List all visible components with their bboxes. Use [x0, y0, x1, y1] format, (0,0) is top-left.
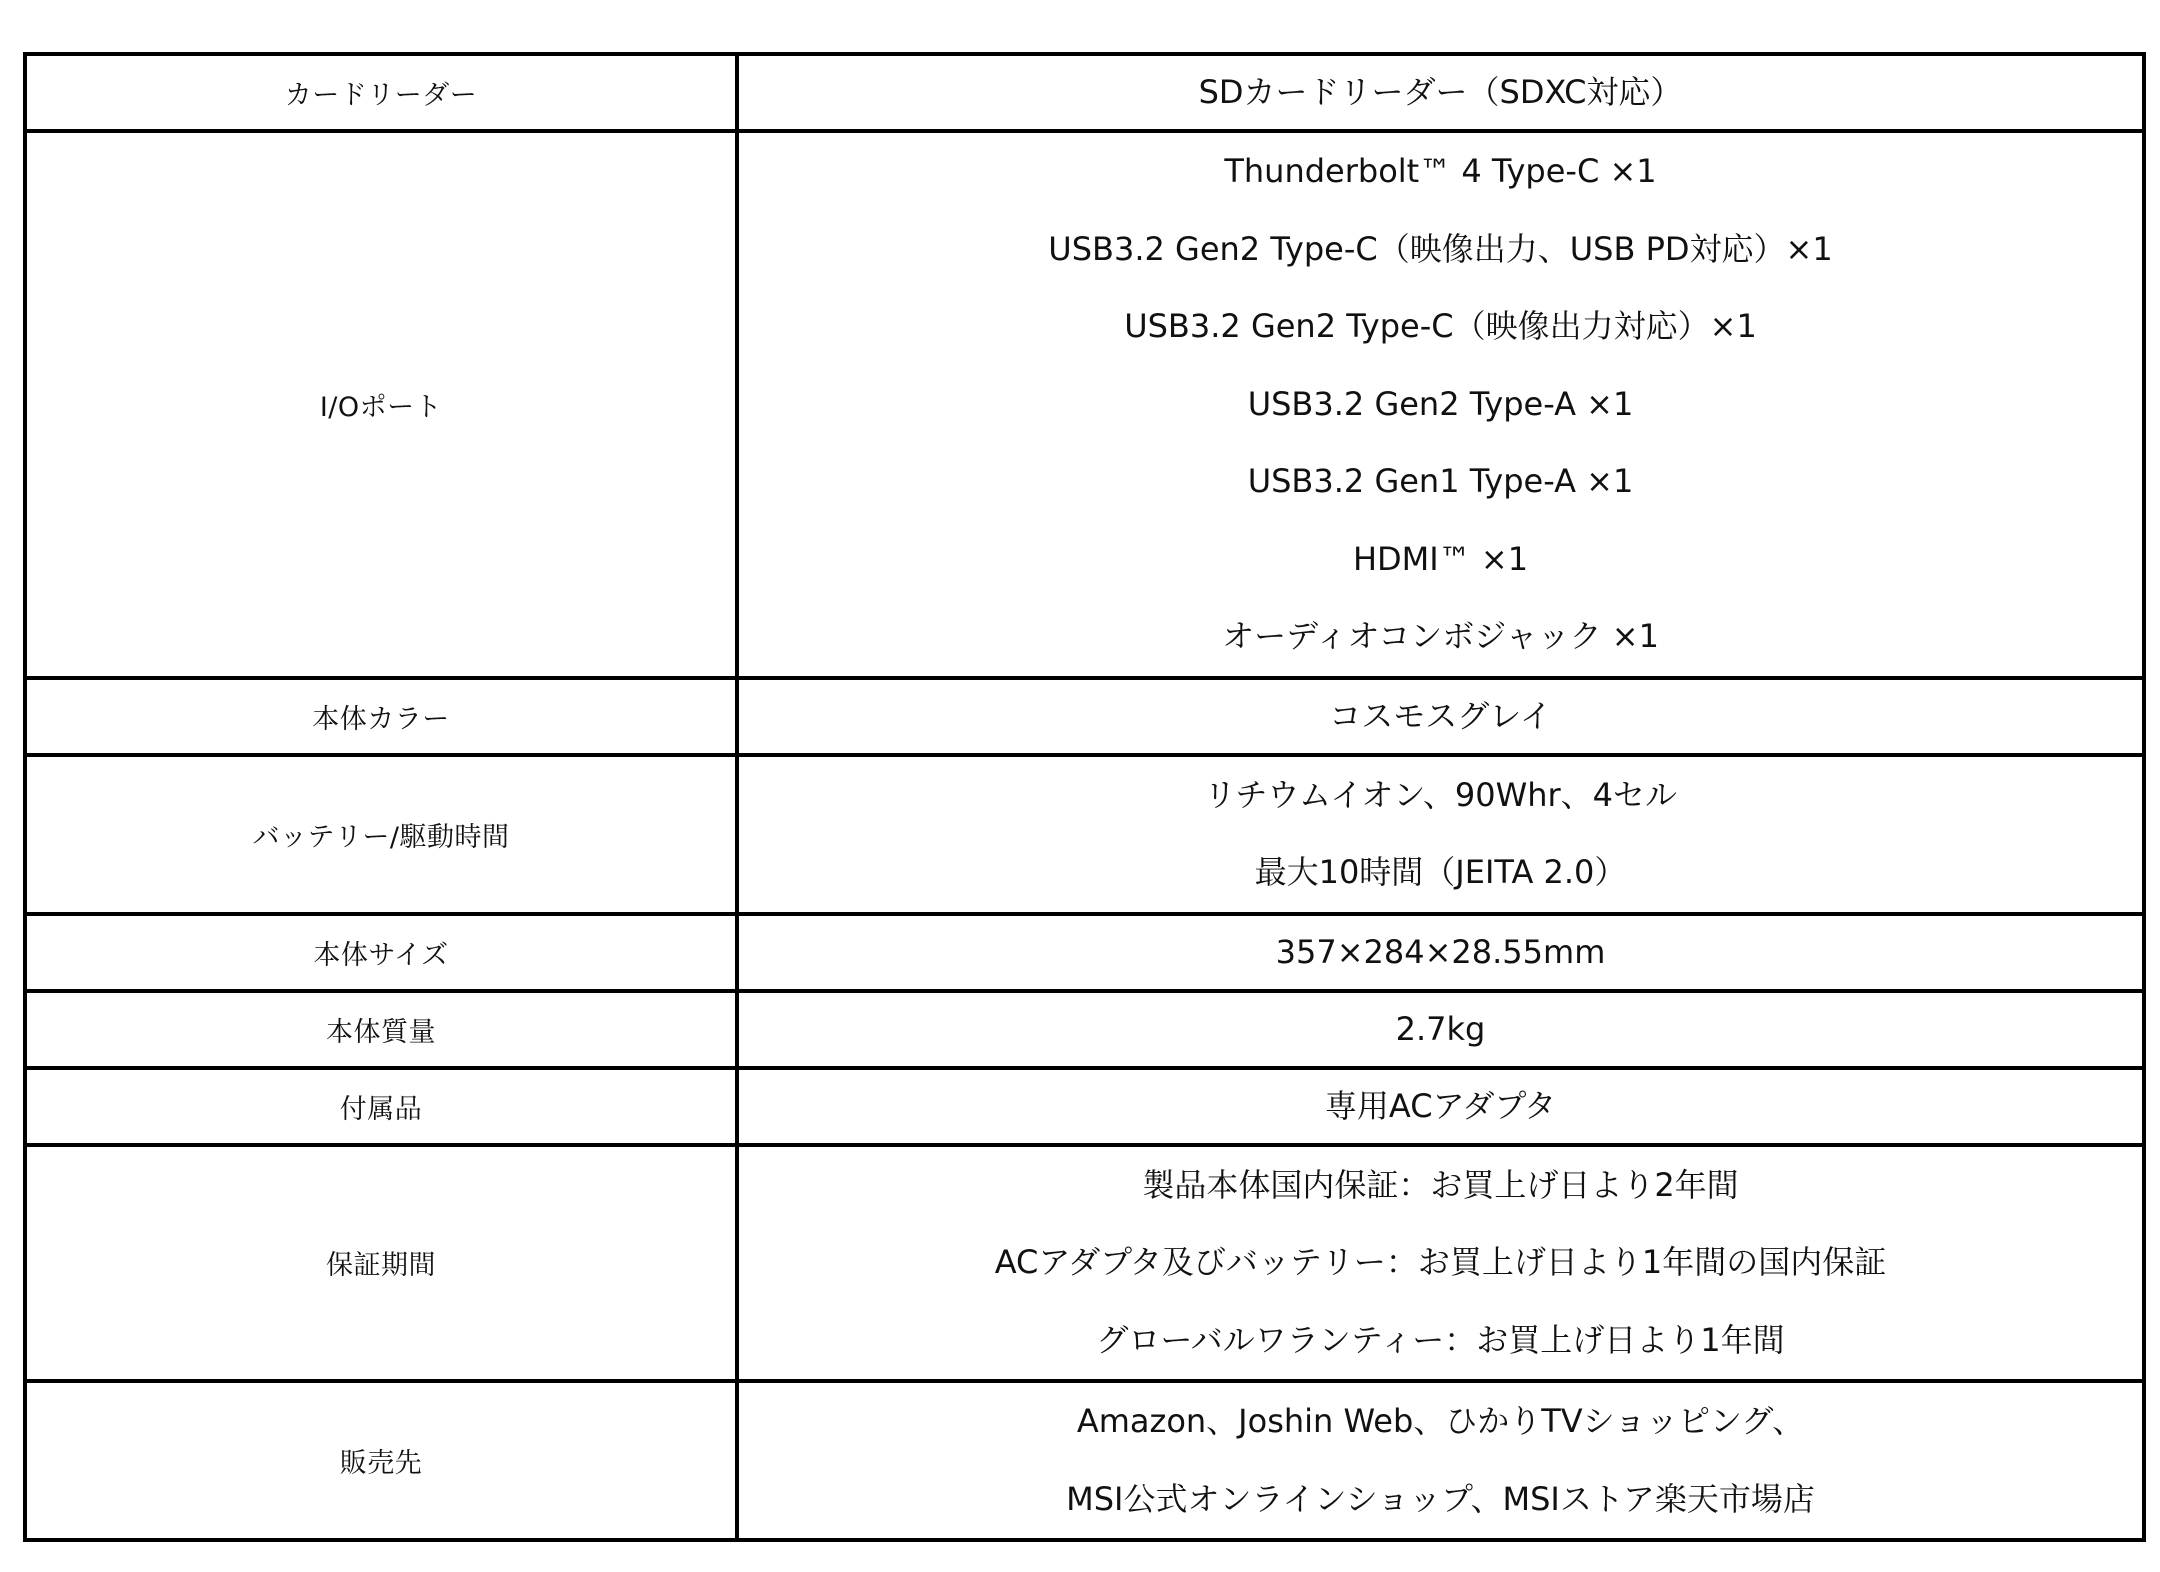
spec-label-weight: 本体質量: [25, 991, 737, 1068]
spec-value-io-ports: [737, 131, 2144, 678]
spec-value-line: USB3.2 Gen1 Type-A ×1: [1247, 462, 1634, 500]
spec-label-body-size: 本体サイズ: [25, 914, 737, 991]
table-row: [25, 54, 2144, 131]
spec-table: [23, 52, 2146, 1542]
spec-value-line: 専用ACアダプタ: [1324, 1086, 1557, 1125]
spec-value-line: USB3.2 Gen2 Type-C（映像出力対応）×1: [1124, 307, 1757, 345]
table-row: [25, 991, 2144, 1068]
spec-label-battery: バッテリー/駆動時間: [25, 755, 737, 914]
table-row: [25, 1145, 2144, 1382]
spec-value-line: USB3.2 Gen2 Type-C（映像出力、USB PD対応）×1: [1048, 229, 1833, 268]
spec-value-line: グローバルワランティー：お買上げ日より1年間: [1096, 1320, 1785, 1359]
spec-label-io-ports: I/Oポート: [25, 131, 737, 678]
spec-value-line: SDカードリーダー（SDXC対応）: [1198, 73, 1683, 111]
spec-value-line: 2.7kg: [1395, 1009, 1486, 1048]
spec-value-line: Amazon、Joshin Web、ひかりTVショッピング、: [1076, 1402, 1805, 1440]
spec-value-warranty: [737, 1145, 2144, 1382]
table-row: [25, 914, 2144, 991]
spec-value-battery: [737, 755, 2144, 914]
table-row: [25, 678, 2144, 755]
spec-value-line: ACアダプタ及びバッテリー：お買上げ日より1年間の国内保証: [994, 1243, 1887, 1281]
spec-value-body-size: [737, 914, 2144, 991]
spec-value-line: Thunderbolt™ 4 Type-C ×1: [1224, 152, 1657, 190]
spec-value-card-reader: [737, 54, 2144, 131]
table-row: [25, 1068, 2144, 1145]
spec-value-line: 最大10時間（JEITA 2.0）: [1254, 853, 1627, 891]
spec-value-line: 357×284×28.55mm: [1275, 932, 1606, 971]
spec-label-warranty: 保証期間: [25, 1145, 737, 1382]
spec-value-accessories: [737, 1068, 2144, 1145]
spec-value-weight: [737, 991, 2144, 1068]
table-row: [25, 755, 2144, 914]
spec-value-line: HDMI™ ×1: [1352, 539, 1529, 578]
spec-value-body-color: [737, 678, 2144, 755]
spec-label-accessories: 付属品: [25, 1068, 737, 1145]
spec-label-body-color: 本体カラー: [25, 678, 737, 755]
spec-value-line: リチウムイオン、90Whr、4セル: [1203, 775, 1678, 814]
table-row: [25, 131, 2144, 678]
spec-label-card-reader: カードリーダー: [25, 54, 737, 131]
spec-value-line: MSI公式オンラインショップ、MSIストア楽天市場店: [1066, 1479, 1815, 1518]
spec-value-retailers: [737, 1381, 2144, 1540]
spec-value-line: 製品本体国内保証：お買上げ日より2年間: [1142, 1165, 1739, 1204]
table-row: [25, 1381, 2144, 1540]
spec-label-retailers: 販売先: [25, 1381, 737, 1540]
spec-value-line: USB3.2 Gen2 Type-A ×1: [1247, 384, 1634, 423]
spec-value-line: オーディオコンボジャック ×1: [1222, 617, 1659, 655]
spec-value-line: コスモスグレイ: [1329, 696, 1552, 735]
